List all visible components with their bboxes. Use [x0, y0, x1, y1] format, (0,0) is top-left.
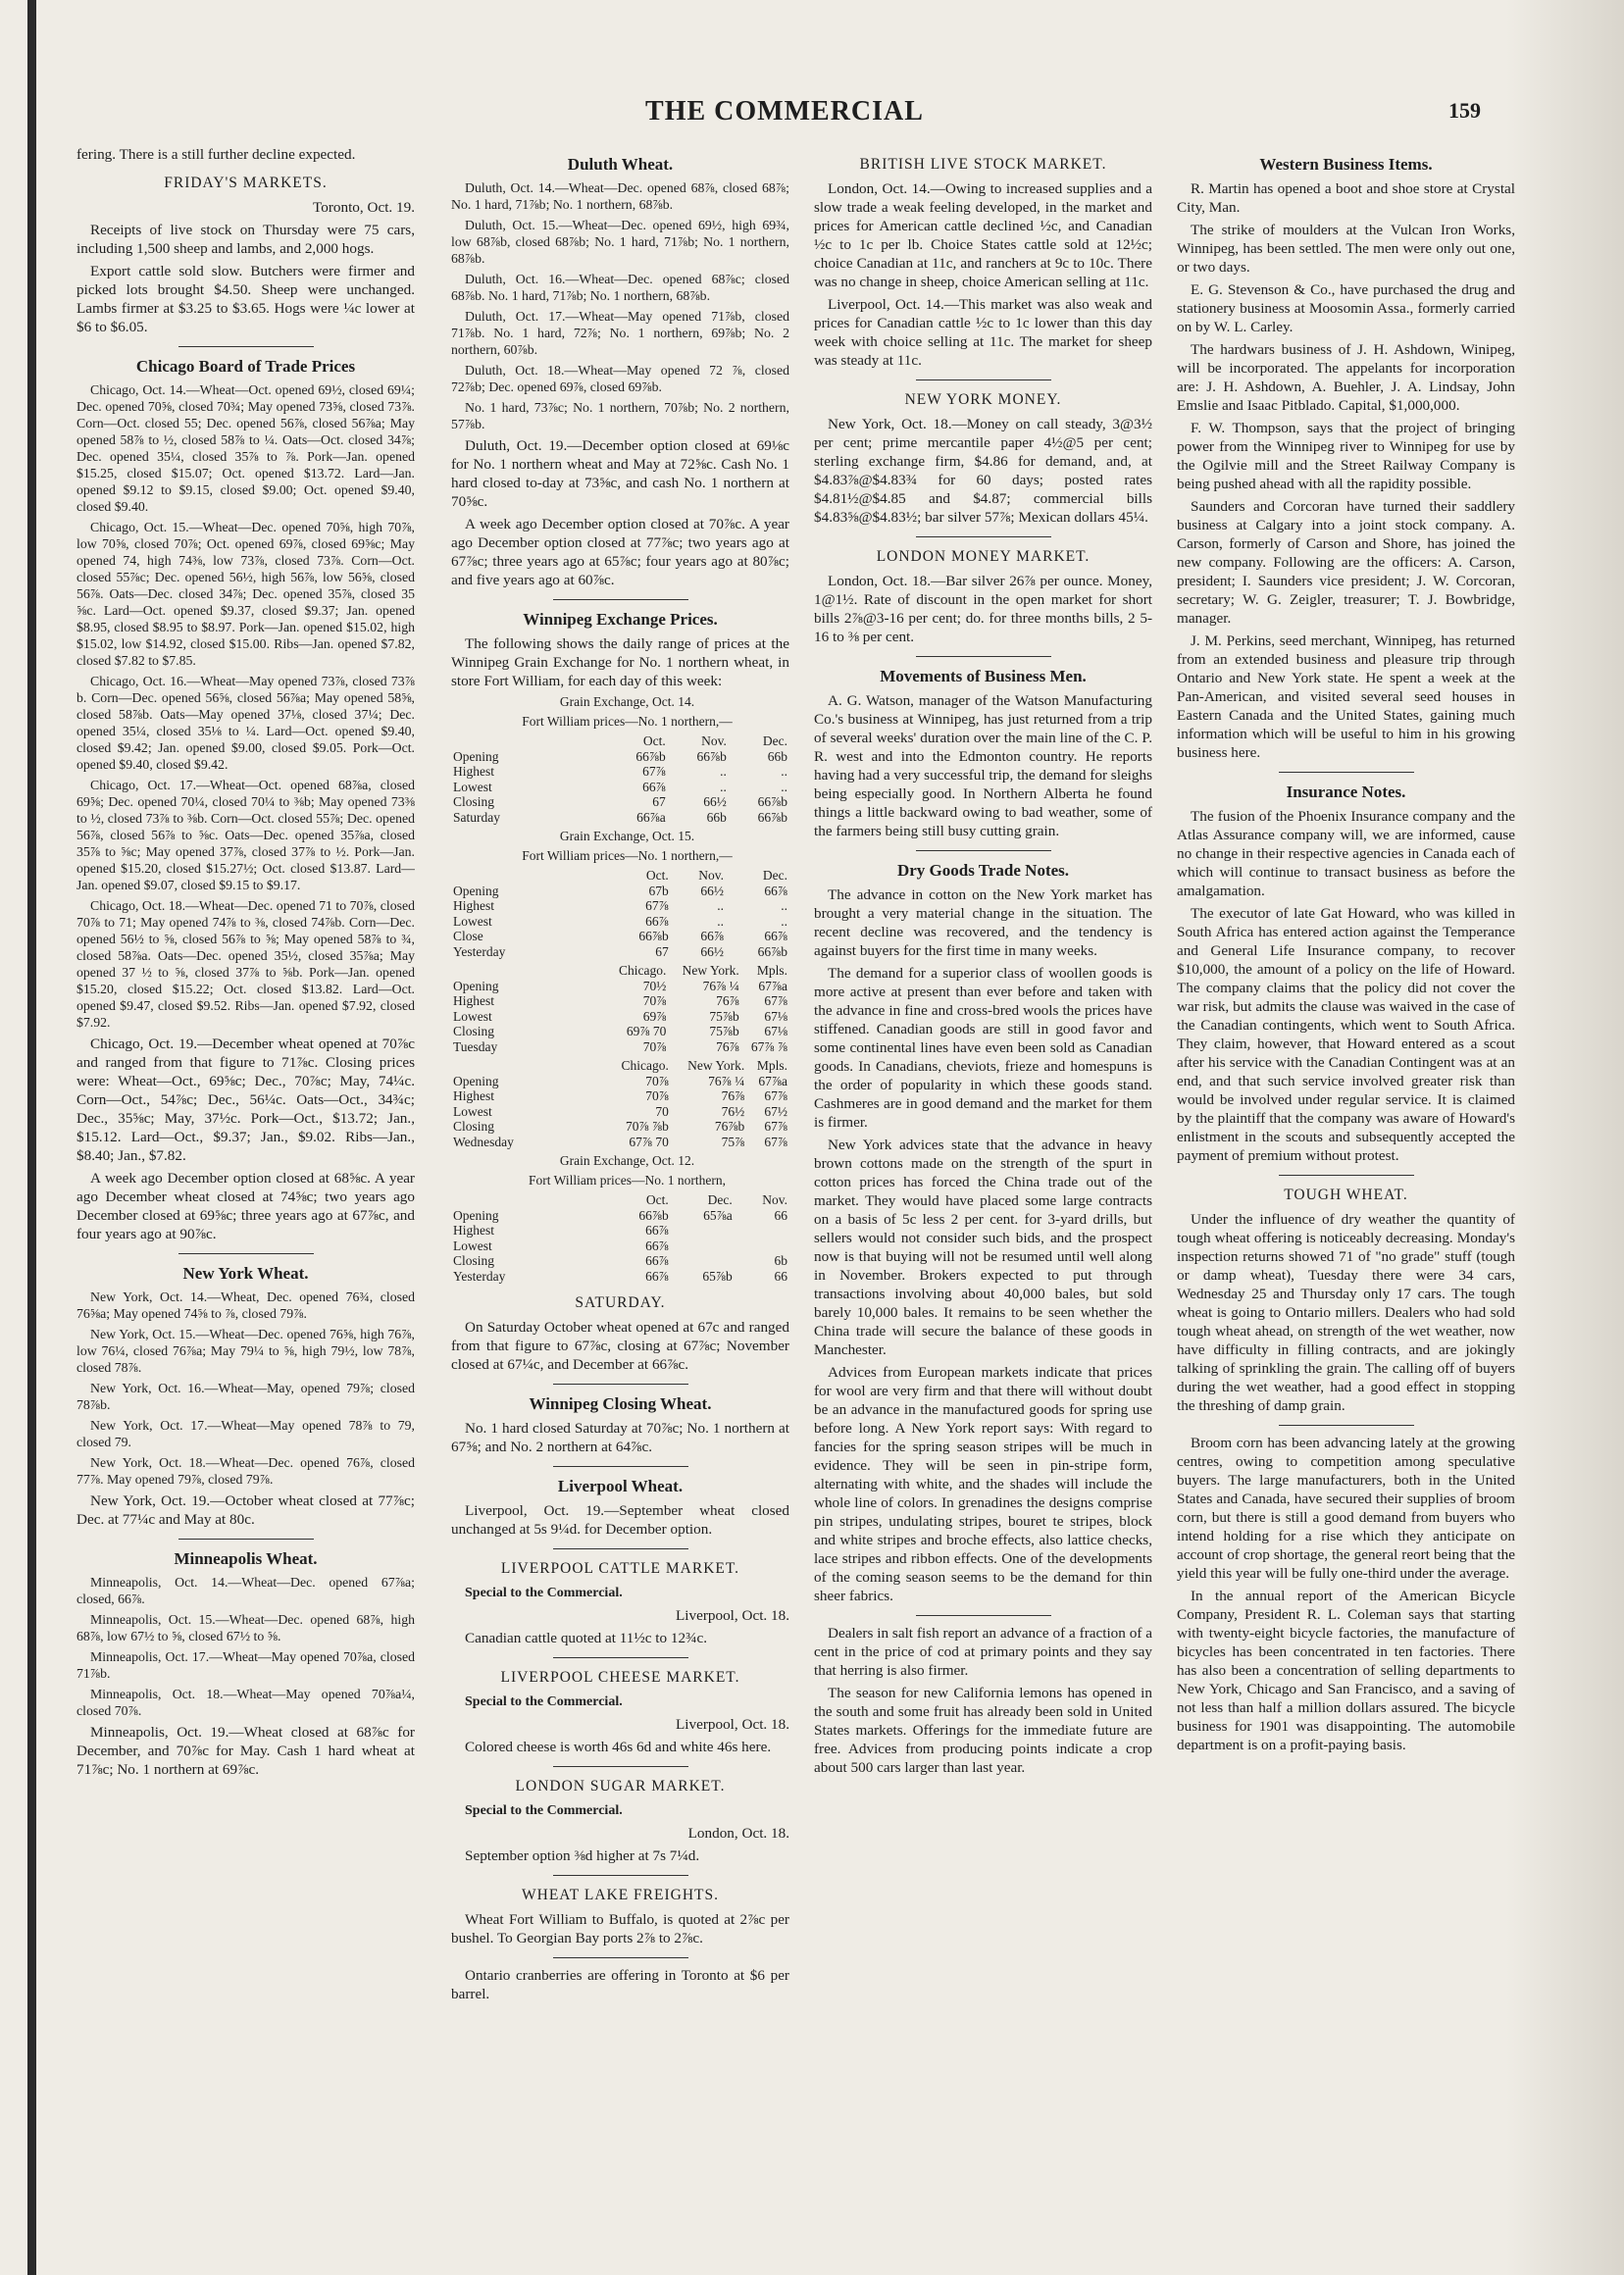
- table-cell: 70⅞: [645, 1073, 669, 1088]
- paragraph: R. Martin has opened a boot and shoe store at Crystal City, Man.: [1177, 180, 1515, 216]
- table-cell: ..: [717, 898, 724, 913]
- table-row: [451, 1009, 789, 1025]
- table-cell: 67⅞ ⅞: [750, 1038, 787, 1054]
- table-row: [451, 810, 789, 826]
- column-4: [1177, 145, 1515, 2253]
- paragraph: Duluth, Oct. 15.—Wheat—Dec. opened 69½, high 69¾, low 68⅞b, closed 68⅞b; No. 1 hard, 71⅞b; No. 1 northern, 68⅞b.: [451, 218, 789, 266]
- divider: [916, 850, 1051, 851]
- divider: [1279, 772, 1414, 773]
- row-label: Lowest: [453, 1008, 492, 1024]
- table-cell: 75⅞: [721, 1134, 745, 1149]
- divider: [553, 1875, 688, 1876]
- row-label: Lowest: [453, 779, 492, 794]
- london-sugar-heading: LONDON SUGAR MARKET.: [515, 1778, 726, 1795]
- paragraph: London, Oct. 18.—Bar silver 26⅞ per ounce. Money, 1@1½. Rate of discount in the open market for short bills 2⅞@3-16 per cent; do. for three months bills, 2 5-16 to ⅜ per cent.: [814, 573, 1152, 645]
- table-header-cell: Nov.: [698, 868, 724, 883]
- table-subcaption: Fort William prices—No. 1 northern,—: [522, 714, 733, 729]
- table-row: [451, 1253, 789, 1269]
- paragraph: Chicago, Oct. 19.—December wheat opened at 70⅞c and ranged from that figure to 71⅞c. Closing prices were: Wheat—Oct., 69⅝c; Dec., 70⅞c; May, 74¼c. Corn—Oct., 54⅞c; Dec., 56¼c. Oats—Oct., 34¾c; Dec., 35⅝c; May, 37½c. Pork—Oct., $13.72; Jan., $15.12. Lard—Oct., $9.37; Jan., $9.02. Ribs—Jan., $8.40; Jan., $7.82.: [76, 1036, 415, 1164]
- paragraph: No. 1 hard closed Saturday at 70⅞c; No. 1 northern at 67⅝; and No. 2 northern at 64⅞c.: [451, 1420, 789, 1455]
- row-label: Opening: [453, 748, 499, 764]
- table-cell: ..: [720, 779, 727, 794]
- winnipeg-closing-heading: Winnipeg Closing Wheat.: [529, 1394, 712, 1413]
- table-cell: ..: [781, 779, 787, 794]
- price-table: [451, 963, 789, 1054]
- paragraph: Advices from European markets indicate that prices for wool are very firm and that there will without doubt be an advance in the manufactured goods for spring use before long. A New York report says: With regard to fancies for the spring season stripes will be much in evidence. They will be seen in pin-stripe form, alternating with white, and the shades will include the whole line of colors. In grenadines the designs comprise pin stripes, undulating stripes, bouret te stripes, block and white stripes and broche effects, also lattice checks, lace stripes and ribbon effects. One of the developments of the coming season seems to be the demand for thin sheer fabrics.: [814, 1364, 1152, 1604]
- table-header-cell: [451, 733, 607, 749]
- paragraph: The executor of late Gat Howard, who was killed in South Africa has entered action against the Temperance and General Life Insurance company, to recover $10,000, the amount of a policy on the life of Howard. The company claims that the policy did not cover the war risk, but admits the clause was waived in the case of the Canadian contingents, which went to South Africa. They claim, however, that Howard entered as a scout after his service with the Canadian Contingent was at an end, and that such service involved greater risk than would be involved under regular service. It is claimed by the plaintiff that the company was aware of Howard's enlistment in the scouts and subsequently accepted the payment of premium without protest.: [1177, 905, 1515, 1164]
- table-cell: 66⅞: [764, 929, 787, 943]
- minneapolis-wheat-heading: Minneapolis Wheat.: [174, 1549, 318, 1568]
- paragraph: Colored cheese is worth 46s 6d and white 46s here.: [465, 1739, 772, 1755]
- paragraph: J. M. Perkins, seed merchant, Winnipeg, has returned from an extended business and pleasure trip through Ontario and New York state. He spent a week at the Pan-American, and visited several seed houses in Eastern Canada and the United States, gaining much information which will be useful to him in his growing business here.: [1177, 632, 1515, 761]
- table-row: [451, 1088, 789, 1104]
- new-york-money-heading: NEW YORK MONEY.: [904, 391, 1062, 408]
- special-line: Special to the Commercial.: [465, 1586, 623, 1600]
- table-cell: ..: [781, 913, 787, 929]
- table-row: [451, 1119, 789, 1135]
- divider: [178, 1539, 314, 1540]
- table-row: [451, 1223, 789, 1239]
- paragraph: The demand for a superior class of woollen goods is more active at present than ever before and taken with the advance in fine and cross-bred wools the prices have stiffened. Canadian goods are still in good favor and some continental lines have even been sold as Canadian goods. In Canadians, cheviots, frieze and homespuns is the order of popularity in which these goods stand. Cashmeres are in good demand and the market for them is firmer.: [814, 965, 1152, 1131]
- continued-text: fering. There is a still further decline expected.: [76, 146, 356, 163]
- column-3: [814, 145, 1152, 2253]
- row-label: Close: [453, 929, 483, 943]
- table-header-cell: New York.: [682, 963, 739, 978]
- table-cell: 66b: [706, 809, 727, 825]
- table-header-row: [451, 868, 789, 884]
- divider: [553, 1466, 688, 1467]
- table-cell: 67b: [648, 883, 669, 898]
- table-cell: 66⅞b: [635, 748, 666, 764]
- divider: [553, 1384, 688, 1385]
- paragraph: Dealers in salt fish report an advance of a fraction of a cent in the price of cod at primary points and they say that herring is also firmer.: [814, 1625, 1152, 1679]
- table-header-cell: Oct.: [645, 868, 669, 883]
- table-cell: 67⅞: [645, 898, 669, 913]
- table-cell: 66⅞b: [638, 1207, 669, 1223]
- table-cell: 70⅞: [642, 993, 667, 1008]
- table-cell: 66⅞b: [696, 748, 727, 764]
- table-row: [451, 929, 789, 944]
- paragraph: New York, Oct. 14.—Wheat, Dec. opened 76¾, closed 76⅝a; May opened 74⅝ to ⅞, closed 79⅞.: [76, 1289, 415, 1321]
- table-row: [451, 1074, 789, 1089]
- paragraph: Minneapolis, Oct. 17.—Wheat—May opened 70⅞a, closed 71⅞b.: [76, 1649, 415, 1681]
- row-label: Lowest: [453, 1103, 492, 1119]
- table-header-cell: Chicago.: [619, 963, 667, 978]
- price-table: [451, 868, 789, 959]
- table-cell: 76⅞: [721, 1088, 745, 1103]
- table-row: [451, 764, 789, 780]
- table-cell: 67⅞: [764, 993, 787, 1008]
- table-cell: 75⅞b: [709, 1008, 739, 1024]
- paragraph: The season for new California lemons has opened in the south and some fruit has already been sold in United States markets. Offerings for the immediate future are free. Advices from producing points indicate a crop about 500 cars larger than last year.: [814, 1685, 1152, 1776]
- paragraph: Saunders and Corcoran have turned their saddlery business at Calgary into a joint stock company. A. Carson, formerly of Carson and Shore, has joined the new company. Following are the officers: A. Carson, president; I. Saunders vice president; J. W. Corcoran, secretary; W. G. Zeigler, treasurer; T. J. Bowbridge, manager.: [1177, 498, 1515, 627]
- paragraph: Duluth, Oct. 18.—Wheat—May opened 72 ⅞, closed 72⅞b; Dec. opened 69⅞, closed 69⅞b.: [451, 363, 789, 394]
- table-row: [451, 993, 789, 1009]
- price-tables: [451, 694, 789, 1284]
- paragraph: Minneapolis, Oct. 15.—Wheat—Dec. opened 68⅞, high 68⅞, low 67½ to ⅝, closed 67½ to ⅝.: [76, 1612, 415, 1643]
- table-header-row: [451, 733, 789, 749]
- table-cell: 66⅞: [700, 929, 724, 943]
- table-cell: [671, 1253, 735, 1269]
- scan-shadow: [1506, 0, 1624, 2275]
- paragraph: The following shows the daily range of prices at the Winnipeg Grain Exchange for No. 1 northern wheat, in store Fort William, for each day of this week:: [451, 635, 789, 689]
- paragraph: Duluth, Oct. 14.—Wheat—Dec. opened 68⅞, closed 68⅞; No. 1 hard, 71⅞b; No. 1 northern, 68⅞b.: [451, 180, 789, 212]
- table-cell: 67⅞: [764, 1134, 787, 1149]
- row-label: Highest: [453, 993, 494, 1008]
- table-row: [451, 780, 789, 795]
- row-label: Opening: [453, 1207, 499, 1223]
- paragraph: E. G. Stevenson & Co., have purchased the drug and stationery business at Moosomin Assa., formerly carried on by W. L. Carley.: [1177, 281, 1515, 335]
- column-2: [451, 145, 789, 2253]
- table-row: [451, 749, 789, 765]
- column-1: [76, 145, 415, 2253]
- table-cell: [735, 1239, 789, 1254]
- row-label: Yesterday: [453, 943, 506, 959]
- table-cell: 65⅞a: [703, 1207, 733, 1223]
- masthead: THE COMMERCIAL: [645, 96, 924, 126]
- paragraph: Minneapolis, Oct. 19.—Wheat closed at 68⅞c for December, and 70⅞c for May. Cash 1 hard wheat at 71⅞c; No. 1 northern at 69⅞c.: [76, 1724, 415, 1778]
- movements-heading: Movements of Business Men.: [880, 667, 1087, 685]
- table-cell: 66: [774, 1268, 787, 1284]
- table-cell: 66: [774, 1207, 787, 1223]
- row-label: Closing: [453, 1253, 495, 1268]
- paragraph: London, Oct. 14.—Owing to increased supplies and a slow trade a weak feeling developed, in the market and prices for American cattle declined ½c, and Canadian ½c to 1c per lb. Choice States cattle sold at 12½c; choice Canadian at 11c, and ranchers at 9c to 10c. There was no change in sheep, choice American selling at 11c.: [814, 180, 1152, 290]
- price-table: [451, 1192, 789, 1284]
- divider: [1279, 1175, 1414, 1176]
- table-header-cell: [451, 1192, 607, 1208]
- paragraph: Chicago, Oct. 14.—Wheat—Oct. opened 69½, closed 69¼; Dec. opened 70⅝, closed 70¾; May opened 73⅝, closed 73⅞. Corn—Oct. closed 55; Dec. opened 56⅞, closed 56⅞a; May opened 58⅞ to ½, closed 58⅞ to ¼. Oats—Oct. closed 34⅞; Dec. opened 35¼, closed 35⅞ to ⅞. Pork—Jan. opened $15.25, closed $15.07; Oct. opened $13.72. Lard—Jan. opened $9.12 to $9.15, closed $9.00; Oct. opened $9.40, closed $9.40.: [76, 382, 415, 514]
- wheat-lake-freights-heading: WHEAT LAKE FREIGHTS.: [522, 1887, 719, 1903]
- paragraph: Under the influence of dry weather the quantity of tough wheat offering is noticeably decreasing. Monday's inspection returns showed 71 of "no grade" stuff (tough or damp wheat), Tuesday there were 34 cars, Wednesday 25 and Thursday only 17 cars. The tough wheat is going to Ontario millers. Dealers who had sold tough wheat ahead, on strength of the wet weather, now have difficulty in filling contracts, and are jokingly talking of sprinkling the grain. The calling off of buyers during the wet weather, had a good effect in stopping the threshing of damp grain.: [1177, 1211, 1515, 1414]
- table-row: [451, 1135, 789, 1150]
- paragraph: New York, Oct. 17.—Wheat—May opened 78⅞ to 79, closed 79.: [76, 1418, 415, 1449]
- table-cell: 69⅞: [642, 1008, 667, 1024]
- dry-goods-heading: Dry Goods Trade Notes.: [896, 861, 1070, 880]
- table-row: [451, 1024, 789, 1039]
- table-row: [451, 914, 789, 930]
- table-cell: 76⅞: [716, 1038, 739, 1054]
- paragraph: The fusion of the Phoenix Insurance company and the Atlas Assurance company will, we are informed, cause no change in their respective agencies in Canada each of which will continue to transact business as before the amalgamation.: [1177, 808, 1515, 899]
- table-cell: 76⅞: [716, 993, 739, 1008]
- table-row: [451, 1104, 789, 1120]
- row-label: Yesterday: [453, 1268, 506, 1284]
- row-label: Opening: [453, 978, 499, 993]
- paragraph: No. 1 hard, 73⅞c; No. 1 northern, 70⅞b; No. 2 northern, 57⅞b.: [451, 400, 789, 431]
- paragraph: Chicago, Oct. 16.—Wheat—May opened 73⅞, closed 73⅞ b. Corn—Dec. opened 56⅝, closed 56⅞a; May opened 58⅝, closed 58⅞b. Oats—May opened 37⅛, closed 37¼; Dec. opened 35¼, closed 35⅛ to ¼. Lard—Oct. opened $9.40, closed $9.42; Jan. opened $9.00, closed $9.05. Pork—Oct. opened $9.40, closed $9.42.: [76, 674, 415, 772]
- divider: [553, 1657, 688, 1658]
- table-cell: 70⅞: [642, 1038, 667, 1054]
- row-label: Opening: [453, 1073, 499, 1088]
- table-cell: 67: [652, 794, 666, 809]
- row-label: Lowest: [453, 913, 492, 929]
- table-cell: 76½: [721, 1103, 745, 1119]
- row-label: Highest: [453, 1088, 494, 1103]
- table-cell: 70: [655, 1103, 669, 1119]
- divider: [1279, 1425, 1414, 1426]
- paragraph: Receipts of live stock on Thursday were 75 cars, including 1,500 sheep and lambs, and 2,000 hogs.: [76, 222, 415, 257]
- table-cell: ..: [717, 913, 724, 929]
- table-header-row: [451, 1192, 789, 1208]
- table-header-row: [451, 963, 789, 979]
- table-header-cell: Nov.: [762, 1192, 787, 1207]
- table-subcaption: Fort William prices—No. 1 northern,: [529, 1173, 726, 1188]
- paragraph: Chicago, Oct. 18.—Wheat—Dec. opened 71 to 70⅞, closed 70⅞ to 71; May opened 74⅞ to ⅜, closed 74⅞b. Corn—Dec. opened 56½ to ⅝, closed 56⅞ to ⅝; May opened 58⅞ to ¾, closed 58⅞a. Oats—Dec. opened 35½, closed 35⅞a; May opened 37 ½ to ⅝, closed 37⅞ to ⅝b. Pork—Jan. opened $15.20, closed $15.22; Oct. closed $13.82. Lard—Oct. opened $9.47, closed $9.52. Ribs—Jan. opened $7.92, closed $7.92.: [76, 898, 415, 1030]
- saturday-heading: SATURDAY.: [575, 1294, 666, 1311]
- table-cell: 66⅞: [645, 1223, 669, 1238]
- paragraph: New York, Oct. 19.—October wheat closed at 77⅞c; Dec. at 77¼c and May at 80c.: [76, 1492, 415, 1528]
- row-label: Highest: [453, 898, 494, 913]
- paragraph: New York, Oct. 15.—Wheat—Dec. opened 76⅝, high 76⅞, low 76¼, closed 76⅞a; May 79¼ to ⅝, high 79½, low 78⅞, closed 78⅞.: [76, 1327, 415, 1375]
- paragraph: Minneapolis, Oct. 14.—Wheat—Dec. opened 67⅞a; closed, 66⅞.: [76, 1575, 415, 1606]
- paragraph: Duluth, Oct. 19.—December option closed at 69⅛c for No. 1 northern wheat and May at 72⅝c. Cash No. 1 hard closed to-day at 73⅝c, and cash No. 1 northern at 70⅝c.: [451, 437, 789, 510]
- winnipeg-exchange-heading: Winnipeg Exchange Prices.: [523, 610, 718, 629]
- table-cell: 66⅞a: [636, 809, 666, 825]
- special-line: Special to the Commercial.: [465, 1803, 623, 1818]
- divider: [916, 536, 1051, 537]
- table-cell: 66½: [703, 794, 727, 809]
- divider: [553, 1957, 688, 1958]
- table-header-row: [451, 1058, 789, 1074]
- paragraph: Chicago, Oct. 17.—Wheat—Oct. opened 68⅞a, closed 69⅝; Dec. opened 70¼, closed 70¼ to ⅜b; May opened 73⅜ to ½, closed 73⅞ to ⅜b. Corn—Oct. closed 55⅞; Dec. opened 56⅞, closed 56⅞ to ⅝c. Oats—Dec. opened 35⅞a, closed 35⅞ to ⅝c; May opened 37⅞, closed 37⅞ to ½. Pork—Jan. opened $15.20, closed $15.27½; Oct. closed $13.87. Lard—Jan. opened $9.07, closed $9.15 to $9.17.: [76, 778, 415, 892]
- chicago-heading: Chicago Board of Trade Prices: [135, 357, 356, 376]
- table-caption: Grain Exchange, Oct. 15.: [559, 829, 695, 843]
- table-row: [451, 898, 789, 914]
- divider: [916, 379, 1051, 380]
- paragraph: On Saturday October wheat opened at 67c and ranged from that figure to 67⅞c, closing at 67⅞c; November closed at 67¼c, and December at 66⅞c.: [451, 1319, 789, 1373]
- table-cell: 66⅞: [642, 779, 666, 794]
- table-cell: 67⅛: [764, 1008, 787, 1024]
- table-cell: 67⅛: [764, 1024, 787, 1038]
- table-cell: 67⅞: [642, 764, 666, 779]
- table-header-cell: [451, 963, 607, 979]
- table-header-cell: Dec.: [762, 733, 787, 748]
- dateline: Liverpool, Oct. 18.: [676, 1716, 789, 1733]
- table-cell: 66⅞: [764, 883, 787, 898]
- table-cell: 67⅞a: [758, 978, 787, 993]
- dateline: London, Oct. 18.: [687, 1825, 789, 1842]
- paragraph: Wheat Fort William to Buffalo, is quoted at 2⅞c per bushel. To Georgian Bay ports 2⅞ to 2⅞c.: [451, 1911, 789, 1946]
- paragraph: New York advices state that the advance in heavy brown cottons made on the strength of the spurt in cotton prices has forced the China trade out of the market. They would have placed some large contracts on a basis of 5c less 2 per cent. for 3-yard drills, but sellers would not consider such bids, and the prospect now is that buying will not be resumed until well along in November. Brokers expected to put through transactions involving about 40,000 bales, but sold barely 10,000 bales. It remains to be seen whether the China trade will secure the balance of these goods in Manchester.: [814, 1137, 1152, 1358]
- price-table: [451, 733, 789, 825]
- table-cell: 67⅞a: [758, 1073, 787, 1088]
- table-cell: 66⅞: [645, 1268, 669, 1284]
- table-row: [451, 794, 789, 810]
- table-header-cell: Mpls.: [756, 963, 787, 978]
- liverpool-wheat-heading: Liverpool Wheat.: [557, 1477, 684, 1495]
- row-label: Closing: [453, 794, 495, 809]
- table-cell: 66½: [700, 943, 724, 959]
- paragraph: Chicago, Oct. 15.—Wheat—Dec. opened 70⅝, high 70⅞, low 70⅝, closed 70⅞; Oct. opened 69⅞, closed 69⅝c; May opened 74, high 74⅜, low 73⅞, closed 73⅞. Corn—Oct. closed 55⅞c; Dec. opened 56½, high 56⅞, low 56⅝, closed 56⅞. Oats—Dec. closed 34⅞; Dec. opened 35⅞, closed 35 ⅝c. Lard—Oct. opened $9.37, closed $9.37; Jan. opened $8.95, closed $8.95 to $8.97. Pork—Jan. opened $15.02, high $15.02, low $14.92, closed $15.00. Ribs—Jan. opened $7.82, closed $7.82 to $7.85.: [76, 520, 415, 668]
- liverpool-cheese-heading: LIVERPOOL CHEESE MARKET.: [500, 1669, 740, 1686]
- paragraph: Ontario cranberries are offering in Toronto at $6 per barrel.: [451, 1967, 789, 2002]
- paragraph: A week ago December option closed at 68⅝c. A year ago December wheat closed at 74⅝c; two years ago December closed at 69⅝c; three years ago at 67⅞c, and four years ago at 90⅞c.: [76, 1170, 415, 1242]
- table-cell: 65⅞b: [702, 1268, 733, 1284]
- table-header-cell: Dec.: [762, 868, 787, 883]
- table-row: [451, 884, 789, 899]
- row-label: Closing: [453, 1119, 495, 1134]
- table-header-cell: [451, 868, 607, 884]
- divider: [916, 1615, 1051, 1616]
- paragraph: Canadian cattle quoted at 11½c to 12¾c.: [465, 1630, 707, 1646]
- paragraph: Duluth, Oct. 16.—Wheat—Dec. opened 68⅞c; closed 68⅞b. No. 1 hard, 71⅞b; No. 1 northern, 68⅞b.: [451, 272, 789, 303]
- page-number: 159: [1448, 98, 1481, 123]
- insurance-notes-heading: Insurance Notes.: [1286, 783, 1406, 801]
- table-row: [451, 979, 789, 994]
- table-cell: ..: [781, 898, 787, 913]
- paragraph: New York, Oct. 18.—Wheat—Dec. opened 76⅞, closed 77⅞. May opened 79⅞, closed 79⅞.: [76, 1455, 415, 1487]
- paragraph: In the annual report of the American Bicycle Company, President R. L. Coleman says that starting with twenty-eight bicycle factories, the manufacture of bicycles has been concentrated in ten factories. There has also been a concentration of selling departments to New York, Chicago and San Francisco, and a saving of not less than half a million dollars assured. The bicycle business for 1901 was disappointing. The automobile department is on a profit-paying basis.: [1177, 1588, 1515, 1753]
- paragraph: Broom corn has been advancing lately at the growing centres, owing to competition among speculative buyers. The large manufacturers, both in the United States and Canada, have secured their supplies of broom corn, but there is still a good demand from buyers who intend holding for a rise which they anticipate on account of crop shortage, the general reort being that the yield this year will be fully one-third under the average.: [1177, 1435, 1515, 1582]
- divider: [553, 1766, 688, 1767]
- table-cell: ..: [781, 764, 787, 779]
- table-header-cell: Nov.: [701, 733, 727, 748]
- divider: [178, 1253, 314, 1254]
- table-cell: 67: [655, 943, 669, 959]
- table-cell: [735, 1223, 789, 1239]
- paragraph: Duluth, Oct. 17.—Wheat—May opened 71⅞b, closed 71⅞b. No. 1 hard, 72⅞; No. 1 northern, 69⅞b; No. 2 northern, 60⅞b.: [451, 309, 789, 357]
- table-cell: 66⅞: [645, 1253, 669, 1268]
- paragraph: A. G. Watson, manager of the Watson Manufacturing Co.'s business at Winnipeg, has just returned from a trip of several weeks' duration over the main line of the C. P. R. west and into the Edmonton country. He reports having had a very successful trip, the demand for sleighs being especially good. In Northern Alberta he found things a little backward owing to bad weather, some of the farmers being still busy cutting grain.: [814, 692, 1152, 839]
- row-label: Opening: [453, 883, 499, 898]
- row-label: Highest: [453, 764, 494, 779]
- table-cell: 66½: [700, 883, 724, 898]
- paragraph: The hardwars business of J. H. Ashdown, Winipeg, will be incorporated. The appelants for incorporation are: J. H. Ashdown, A. Buehler, J. A. Lindsay, John Emslie and Isaac Pitblado. Capital, $1,000,000.: [1177, 341, 1515, 414]
- table-cell: 67⅞: [764, 1119, 787, 1134]
- paragraph: F. W. Thompson, says that the project of bringing power from the Winnipeg river to Winnipeg for use by the Ogilvie mill and the Street Railway Company is being pushed ahead with all the rapidity possible.: [1177, 420, 1515, 492]
- paragraph: September option ⅜d higher at 7s 7¼d.: [465, 1847, 700, 1864]
- table-cell: 66⅞b: [757, 809, 787, 825]
- paragraph: Liverpool, Oct. 14.—This market was also weak and prices for Canadian cattle ½c to 1c lower than this day week with choice selling at 11c. The market for sheep was steady at 11c.: [814, 296, 1152, 369]
- table-caption: Grain Exchange, Oct. 14.: [559, 694, 695, 709]
- table-cell: [671, 1223, 735, 1239]
- row-label: Highest: [453, 1223, 494, 1238]
- page-header: [69, 96, 1500, 129]
- duluth-wheat-heading: Duluth Wheat.: [567, 155, 674, 174]
- row-label: Saturday: [453, 809, 500, 825]
- london-money-heading: LONDON MONEY MARKET.: [876, 548, 1091, 565]
- table-header-cell: Chicago.: [621, 1058, 669, 1073]
- table-cell: 70½: [642, 978, 667, 993]
- table-cell: 69⅞ 70: [626, 1024, 667, 1038]
- table-cell: 66b: [767, 748, 787, 764]
- table-row: [451, 1208, 789, 1224]
- price-table: [451, 1058, 789, 1149]
- table-subcaption: Fort William prices—No. 1 northern,—: [522, 848, 733, 863]
- table-cell: 66⅞b: [757, 943, 787, 959]
- table-cell: 66⅞b: [757, 794, 787, 809]
- table-cell: 66⅞: [645, 1238, 669, 1253]
- table-cell: 66⅞: [645, 913, 669, 929]
- table-header-cell: Oct.: [642, 733, 666, 748]
- table-header-cell: Oct.: [645, 1192, 669, 1207]
- dateline: Toronto, Oct. 19.: [313, 199, 415, 216]
- row-label: Wednesday: [453, 1134, 514, 1149]
- scan-edge: [27, 0, 36, 2275]
- dateline: Liverpool, Oct. 18.: [676, 1607, 789, 1624]
- table-cell: 67⅞ 70: [629, 1134, 669, 1149]
- fridays-markets-heading: FRIDAY'S MARKETS.: [164, 175, 328, 191]
- new-york-wheat-heading: New York Wheat.: [182, 1264, 309, 1283]
- table-cell: [671, 1239, 735, 1254]
- liverpool-cattle-heading: LIVERPOOL CATTLE MARKET.: [500, 1560, 740, 1577]
- table-row: [451, 1269, 789, 1285]
- paragraph: The strike of moulders at the Vulcan Iron Works, Winnipeg, has been settled. The men were only out one, or two days.: [1177, 222, 1515, 276]
- table-header-cell: Mpls.: [756, 1058, 787, 1073]
- table-cell: 6b: [774, 1253, 787, 1268]
- table-row: [451, 1239, 789, 1254]
- table-header-cell: [451, 1058, 607, 1074]
- table-cell: 76⅞ ¼: [708, 1073, 745, 1088]
- british-live-stock-heading: BRITISH LIVE STOCK MARKET.: [859, 156, 1107, 173]
- divider: [178, 346, 314, 347]
- table-cell: 67½: [764, 1103, 787, 1119]
- row-label: Lowest: [453, 1238, 492, 1253]
- tough-wheat-heading: TOUGH WHEAT.: [1284, 1187, 1408, 1203]
- table-header-cell: Dec.: [707, 1192, 733, 1207]
- row-label: Closing: [453, 1024, 495, 1038]
- divider: [553, 599, 688, 600]
- paragraph: A week ago December option closed at 70⅞c. A year ago December option closed at 77⅞c; two years ago at 67⅞c; three years ago at 65⅞c; four years ago at 80⅞c; and five years ago at 60⅞c.: [451, 516, 789, 588]
- table-cell: 75⅞b: [709, 1024, 739, 1038]
- paragraph: Liverpool, Oct. 19.—September wheat closed unchanged at 5s 9¼d. for December option.: [451, 1502, 789, 1538]
- table-cell: ..: [720, 764, 727, 779]
- table-cell: 76⅞ ¼: [702, 978, 739, 993]
- divider: [553, 1548, 688, 1549]
- paragraph: Export cattle sold slow. Butchers were firmer and picked lots brought $4.50. Sheep were unchanged. Lambs firmer at $3.25 to $3.65. Hogs were ¼c lower at $6 to $6.05.: [76, 263, 415, 335]
- paragraph: New York, Oct. 18.—Money on call steady, 3@3½ per cent; prime mercantile paper 4½@5 per cent; sterling exchange firm, $4.86 for demand, and, at $4.83⅞@$4.83¾ for 60 days; posted rates $4.81½@$4.85 and $4.87; commercial bills $4.83⅝@$4.83½; bar silver 57⅞; Mexican dollars 45¼.: [814, 416, 1152, 526]
- paragraph: Minneapolis, Oct. 18.—Wheat—May opened 70⅞a¼, closed 70⅞.: [76, 1687, 415, 1718]
- table-cell: 67⅞: [764, 1088, 787, 1103]
- special-line: Special to the Commercial.: [465, 1694, 623, 1709]
- western-business-heading: Western Business Items.: [1259, 155, 1433, 174]
- table-header-cell: New York.: [687, 1058, 745, 1073]
- table-cell: 66⅞b: [638, 929, 669, 943]
- divider: [916, 656, 1051, 657]
- table-row: [451, 944, 789, 960]
- paragraph: The advance in cotton on the New York market has brought a very material change in the situation. The recent decline was recovered, and the tendency is against buyers for the first time in many weeks.: [814, 886, 1152, 959]
- row-label: Tuesday: [453, 1038, 498, 1054]
- table-row: [451, 1039, 789, 1055]
- paragraph: New York, Oct. 16.—Wheat—May, opened 79⅞; closed 78⅞b.: [76, 1381, 415, 1412]
- table-cell: 76⅞b: [714, 1119, 745, 1134]
- table-cell: 70⅞ ⅞b: [626, 1119, 669, 1134]
- table-cell: 70⅞: [645, 1088, 669, 1103]
- table-caption: Grain Exchange, Oct. 12.: [559, 1153, 695, 1168]
